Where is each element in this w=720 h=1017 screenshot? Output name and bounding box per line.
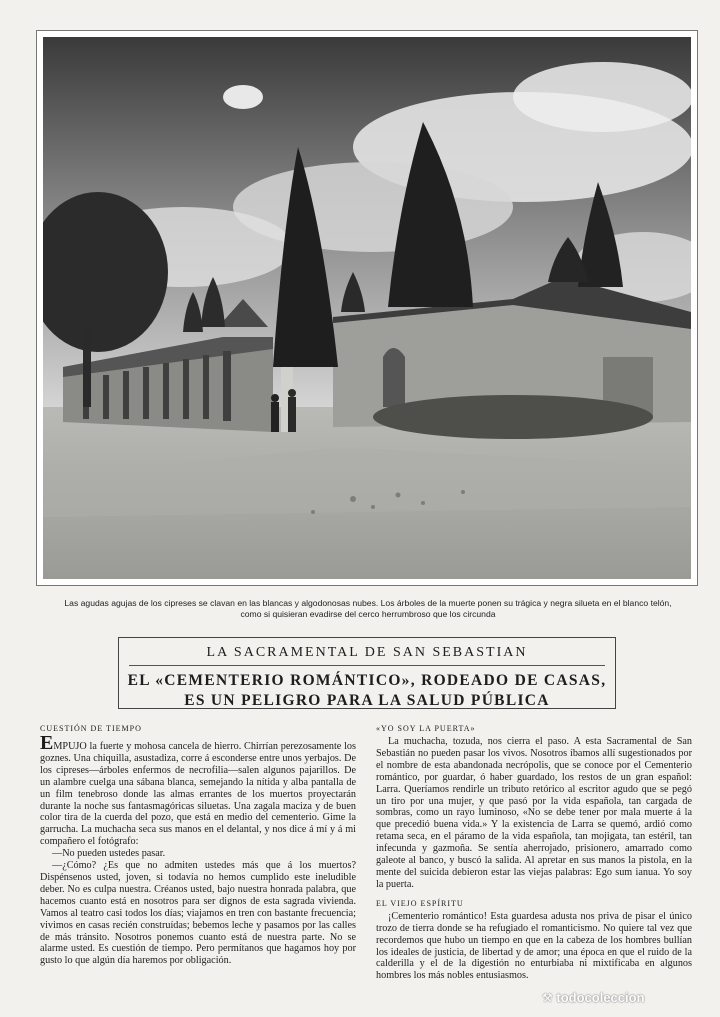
section-heading-cuestion-de-tiempo: CUESTIÓN DE TIEMPO bbox=[40, 724, 142, 733]
watermark-text: todocoleccion bbox=[556, 990, 645, 1005]
paragraph: La muchacha, tozuda, nos cierra el paso. A esta Sacramental de San Sebastián no pueden pasar los vivos. Nosotros íbamos allí sugestionados por el nombre de esta abandonada necrópolis, que se conoce por el Cementerio romántico, por guardar, ó haber guardado, los restos de un gran español: Larra. Queríamos rendirle un tributo retórico al escritor agudo que se pegó un tiro por una mujer, y que pasó por la vida española, tan cargada de sombras, como un rayo luminoso, «No se debe tener por mala muerte á la que precedió buena vida.» Y la existencia de Larra se quemó, ardió como retama seca, en el páramo de la vida española, tan mojigata, tan estéril, tan infecunda y gazmoña. Se sentía aherrojado, prisionero, amarrado como galeote al banco, y buscó la salida. Al apretar en sus manos la pistola, en la mente del suicida debieron estar las viejas palabras: Ego sum ianua. Yo soy la puerta. bbox=[376, 736, 692, 890]
article-title-box bbox=[118, 637, 616, 709]
paragraph-text: la fuerte y mohosa cancela de hierro. Chirrían perezosamente los goznes. Una chiquilla, asustadiza, corre á esconderse entre unos yerbajos. De los cipreses—árboles enfermos de necrofilia—salen algunos pajarillos. De un alambre cuelga una sábana blanca, semejando la nítida y alba pantalla de un film tenebroso donde las almas errantes de los muertos proyectarán durante la noche sus fantasmagóricas siluetas. Una zagala maciza y de buen color tira de la cuerda del pozo, que está en medio del cementerio. Gime la garrucha. La muchacha seca sus manos en el delantal, y nos dice á mí y á mi compañero el fotógrafo: bbox=[40, 741, 356, 848]
hammer-icon: ⚒ bbox=[542, 991, 553, 1005]
section-heading-el-viejo-espiritu: EL VIEJO ESPÍRITU bbox=[376, 898, 464, 908]
drop-cap: E bbox=[40, 732, 54, 754]
paragraph: —No pueden ustedes pasar. bbox=[52, 848, 166, 860]
cemetery-photo-illustration bbox=[43, 37, 691, 579]
photo-caption bbox=[48, 598, 688, 619]
caption-line-2: como si quisieran evadirse del cerco herrumbroso que los circunda bbox=[240, 608, 496, 619]
paragraph bbox=[40, 732, 356, 848]
caption-line-1: Las agudas agujas de los cipreses se clavan en las blancas y algodonosas nubes. Los árboles de la muerte ponen su trágica y negra silueta en el blanco telón, bbox=[64, 598, 672, 608]
section-heading-yo-soy-la-puerta: «YO SOY LA PUERTA» bbox=[376, 724, 476, 733]
article-headline-line-1: EL «CEMENTERIO ROMÁNTICO», RODEADO DE CASAS, bbox=[127, 672, 607, 689]
paragraph: ¡Cementerio romántico! Esta guardesa adusta nos priva de pisar el único trozo de tierra donde se ha refugiado el romanticismo. No quiere tal vez que recordemos que hubo un tiempo en que en la cabeza de los hombres bullían los ideales de justicia, de libertad y de amor; una época en que el ruido de la calderilla y el de la digestión no enturbiaba ni mixtificaba en algunos hombres los más nobles entusiasmos. bbox=[376, 910, 692, 982]
paragraph: —¿Cómo? ¿Es que no admiten ustedes más que á los muertos? Dispénsenos usted, joven, si todavía no hemos cumplido este ineludible deber. No es culpa nuestra. Créanos usted, bajo nuestra honrada palabra, que hacemos cuanto está en nosotros para ser dignos de esta sagrada vivienda. Vamos al teatro casi todos los días; viajamos en tren con bastante frecuencia; vivimos en casas recién construídas; bebemos leche y pasamos por las calles de más tránsito. Nosotros ponemos cuanto está de nuestra parte. No se alarme usted. Es cuestión de tiempo. Pero permítanos que hagamos hoy por gusto lo que algún día haremos por obligación. bbox=[40, 860, 356, 967]
article-headline-line-2: ES UN PELIGRO PARA LA SALUD PÚBLICA bbox=[184, 692, 550, 709]
left-column bbox=[40, 722, 356, 967]
watermark bbox=[542, 990, 645, 1005]
article-kicker: LA SACRAMENTAL DE SAN SEBASTIAN bbox=[129, 645, 605, 666]
right-column bbox=[376, 722, 692, 982]
cemetery-photo bbox=[36, 30, 698, 586]
paragraph-lead-word: MPUJO bbox=[53, 741, 87, 752]
